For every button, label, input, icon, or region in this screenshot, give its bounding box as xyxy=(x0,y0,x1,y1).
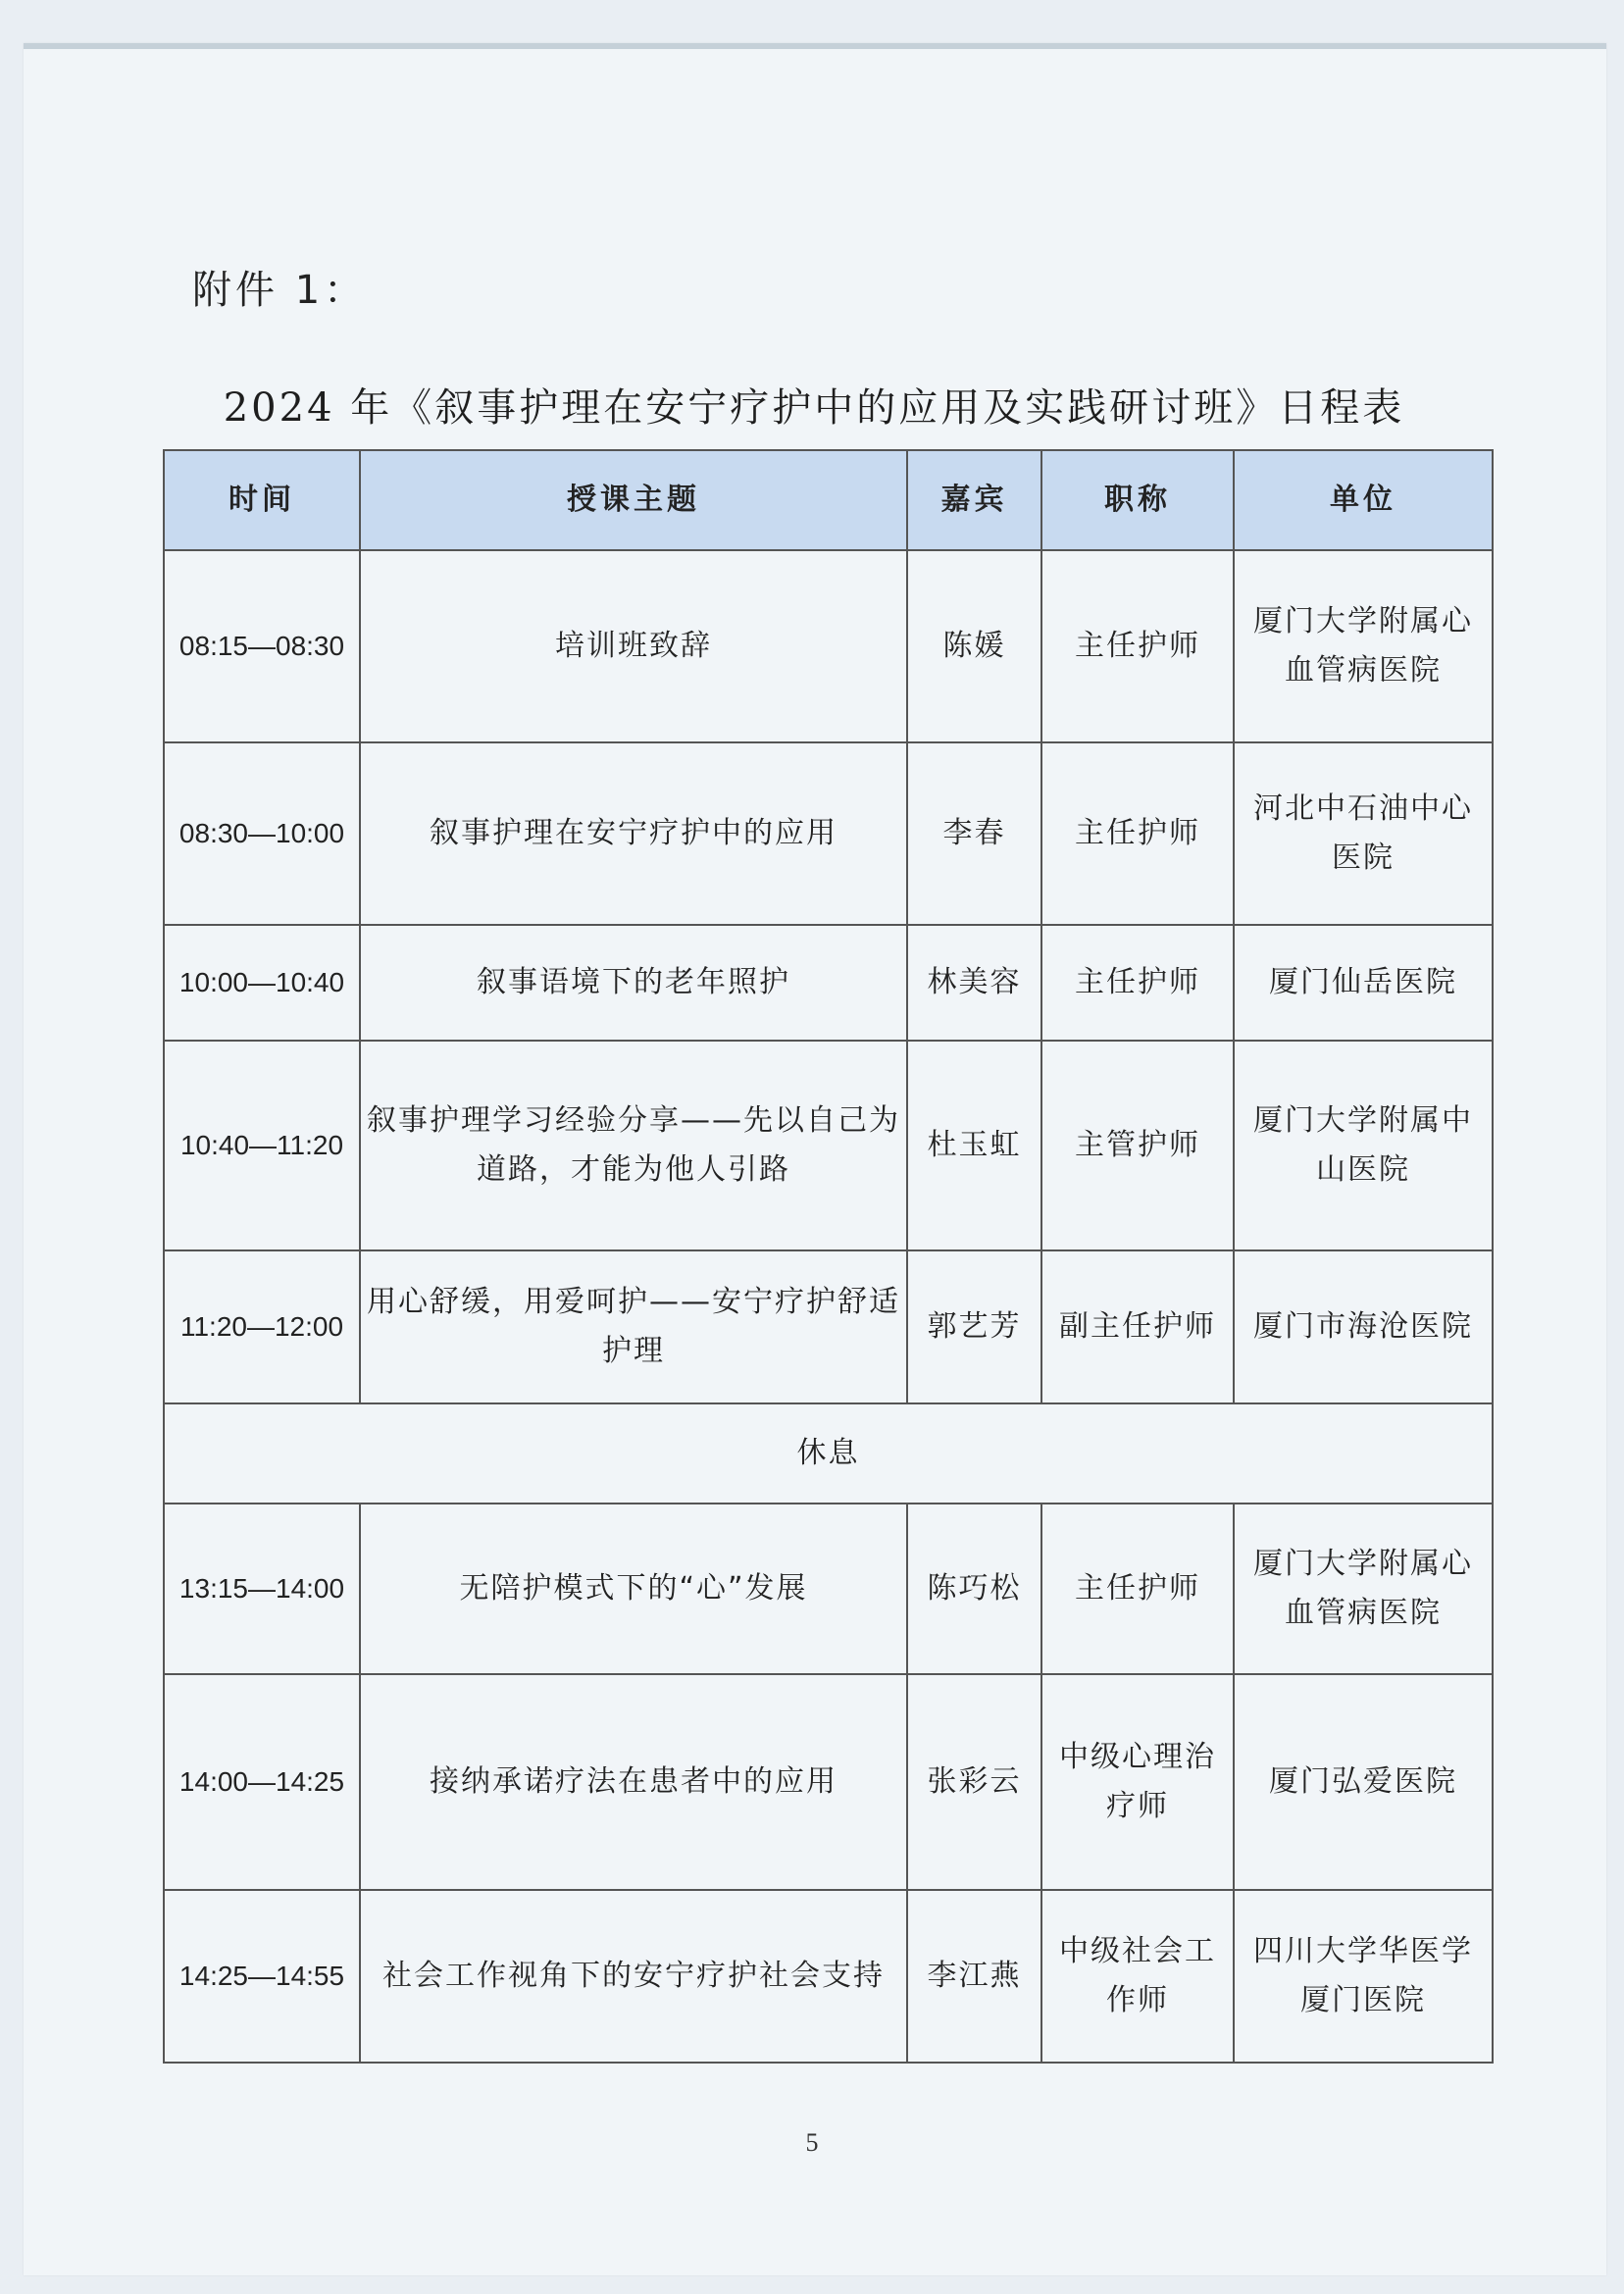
attachment-label: 附件 1： xyxy=(192,268,368,313)
schedule-table xyxy=(163,449,1494,2064)
table-header-row xyxy=(164,450,1493,550)
page-title: 2024 年《叙事护理在安宁疗护中的应用及实践研讨班》日程表 xyxy=(223,385,1405,431)
cell-unit: 四川大学华医学厦门医院 xyxy=(1234,1890,1493,2063)
cell-unit: 厦门仙岳医院 xyxy=(1234,925,1493,1041)
cell-guest: 李春 xyxy=(907,742,1041,925)
cell-unit: 厦门市海沧医院 xyxy=(1234,1250,1493,1403)
cell-guest: 陈巧松 xyxy=(907,1504,1041,1674)
page-number: 5 xyxy=(805,2128,819,2157)
cell-unit: 厦门大学附属心血管病医院 xyxy=(1234,550,1493,742)
cell-time: 08:30—10:00 xyxy=(164,742,360,925)
table-row xyxy=(164,1504,1493,1674)
cell-unit: 厦门弘爱医院 xyxy=(1234,1674,1493,1890)
cell-title: 副主任护师 xyxy=(1041,1250,1234,1403)
table-break-row xyxy=(164,1403,1493,1504)
header-title: 职称 xyxy=(1041,450,1234,550)
cell-topic: 叙事护理在安宁疗护中的应用 xyxy=(360,742,907,925)
table-row xyxy=(164,1890,1493,2063)
cell-time: 10:00—10:40 xyxy=(164,925,360,1041)
cell-topic: 叙事语境下的老年照护 xyxy=(360,925,907,1041)
table-row xyxy=(164,550,1493,742)
cell-time: 10:40—11:20 xyxy=(164,1041,360,1250)
cell-unit: 河北中石油中心医院 xyxy=(1234,742,1493,925)
table-row xyxy=(164,742,1493,925)
cell-unit: 厦门大学附属心血管病医院 xyxy=(1234,1504,1493,1674)
header-guest: 嘉宾 xyxy=(907,450,1041,550)
header-unit: 单位 xyxy=(1234,450,1493,550)
cell-time: 13:15—14:00 xyxy=(164,1504,360,1674)
cell-title: 中级心理治疗师 xyxy=(1041,1674,1234,1890)
cell-time: 14:25—14:55 xyxy=(164,1890,360,2063)
cell-guest: 张彩云 xyxy=(907,1674,1041,1890)
header-topic: 授课主题 xyxy=(360,450,907,550)
cell-topic: 无陪护模式下的“心”发展 xyxy=(360,1504,907,1674)
cell-topic: 社会工作视角下的安宁疗护社会支持 xyxy=(360,1890,907,2063)
cell-guest: 林美容 xyxy=(907,925,1041,1041)
cell-topic: 培训班致辞 xyxy=(360,550,907,742)
cell-title: 主任护师 xyxy=(1041,550,1234,742)
cell-title: 中级社会工作师 xyxy=(1041,1890,1234,2063)
cell-title: 主任护师 xyxy=(1041,1504,1234,1674)
cell-title: 主任护师 xyxy=(1041,925,1234,1041)
cell-time: 08:15—08:30 xyxy=(164,550,360,742)
cell-title: 主管护师 xyxy=(1041,1041,1234,1250)
cell-guest: 陈媛 xyxy=(907,550,1041,742)
table-row xyxy=(164,1041,1493,1250)
cell-time: 11:20—12:00 xyxy=(164,1250,360,1403)
cell-guest: 杜玉虹 xyxy=(907,1041,1041,1250)
cell-unit: 厦门大学附属中山医院 xyxy=(1234,1041,1493,1250)
break-cell: 休息 xyxy=(164,1403,1493,1504)
cell-title: 主任护师 xyxy=(1041,742,1234,925)
table-row xyxy=(164,925,1493,1041)
cell-guest: 李江燕 xyxy=(907,1890,1041,2063)
table-row xyxy=(164,1674,1493,1890)
cell-topic: 接纳承诺疗法在患者中的应用 xyxy=(360,1674,907,1890)
table-row xyxy=(164,1250,1493,1403)
header-time: 时间 xyxy=(164,450,360,550)
cell-guest: 郭艺芳 xyxy=(907,1250,1041,1403)
cell-time: 14:00—14:25 xyxy=(164,1674,360,1890)
cell-topic: 叙事护理学习经验分享——先以自己为道路，才能为他人引路 xyxy=(360,1041,907,1250)
cell-topic: 用心舒缓，用爱呵护——安宁疗护舒适护理 xyxy=(360,1250,907,1403)
